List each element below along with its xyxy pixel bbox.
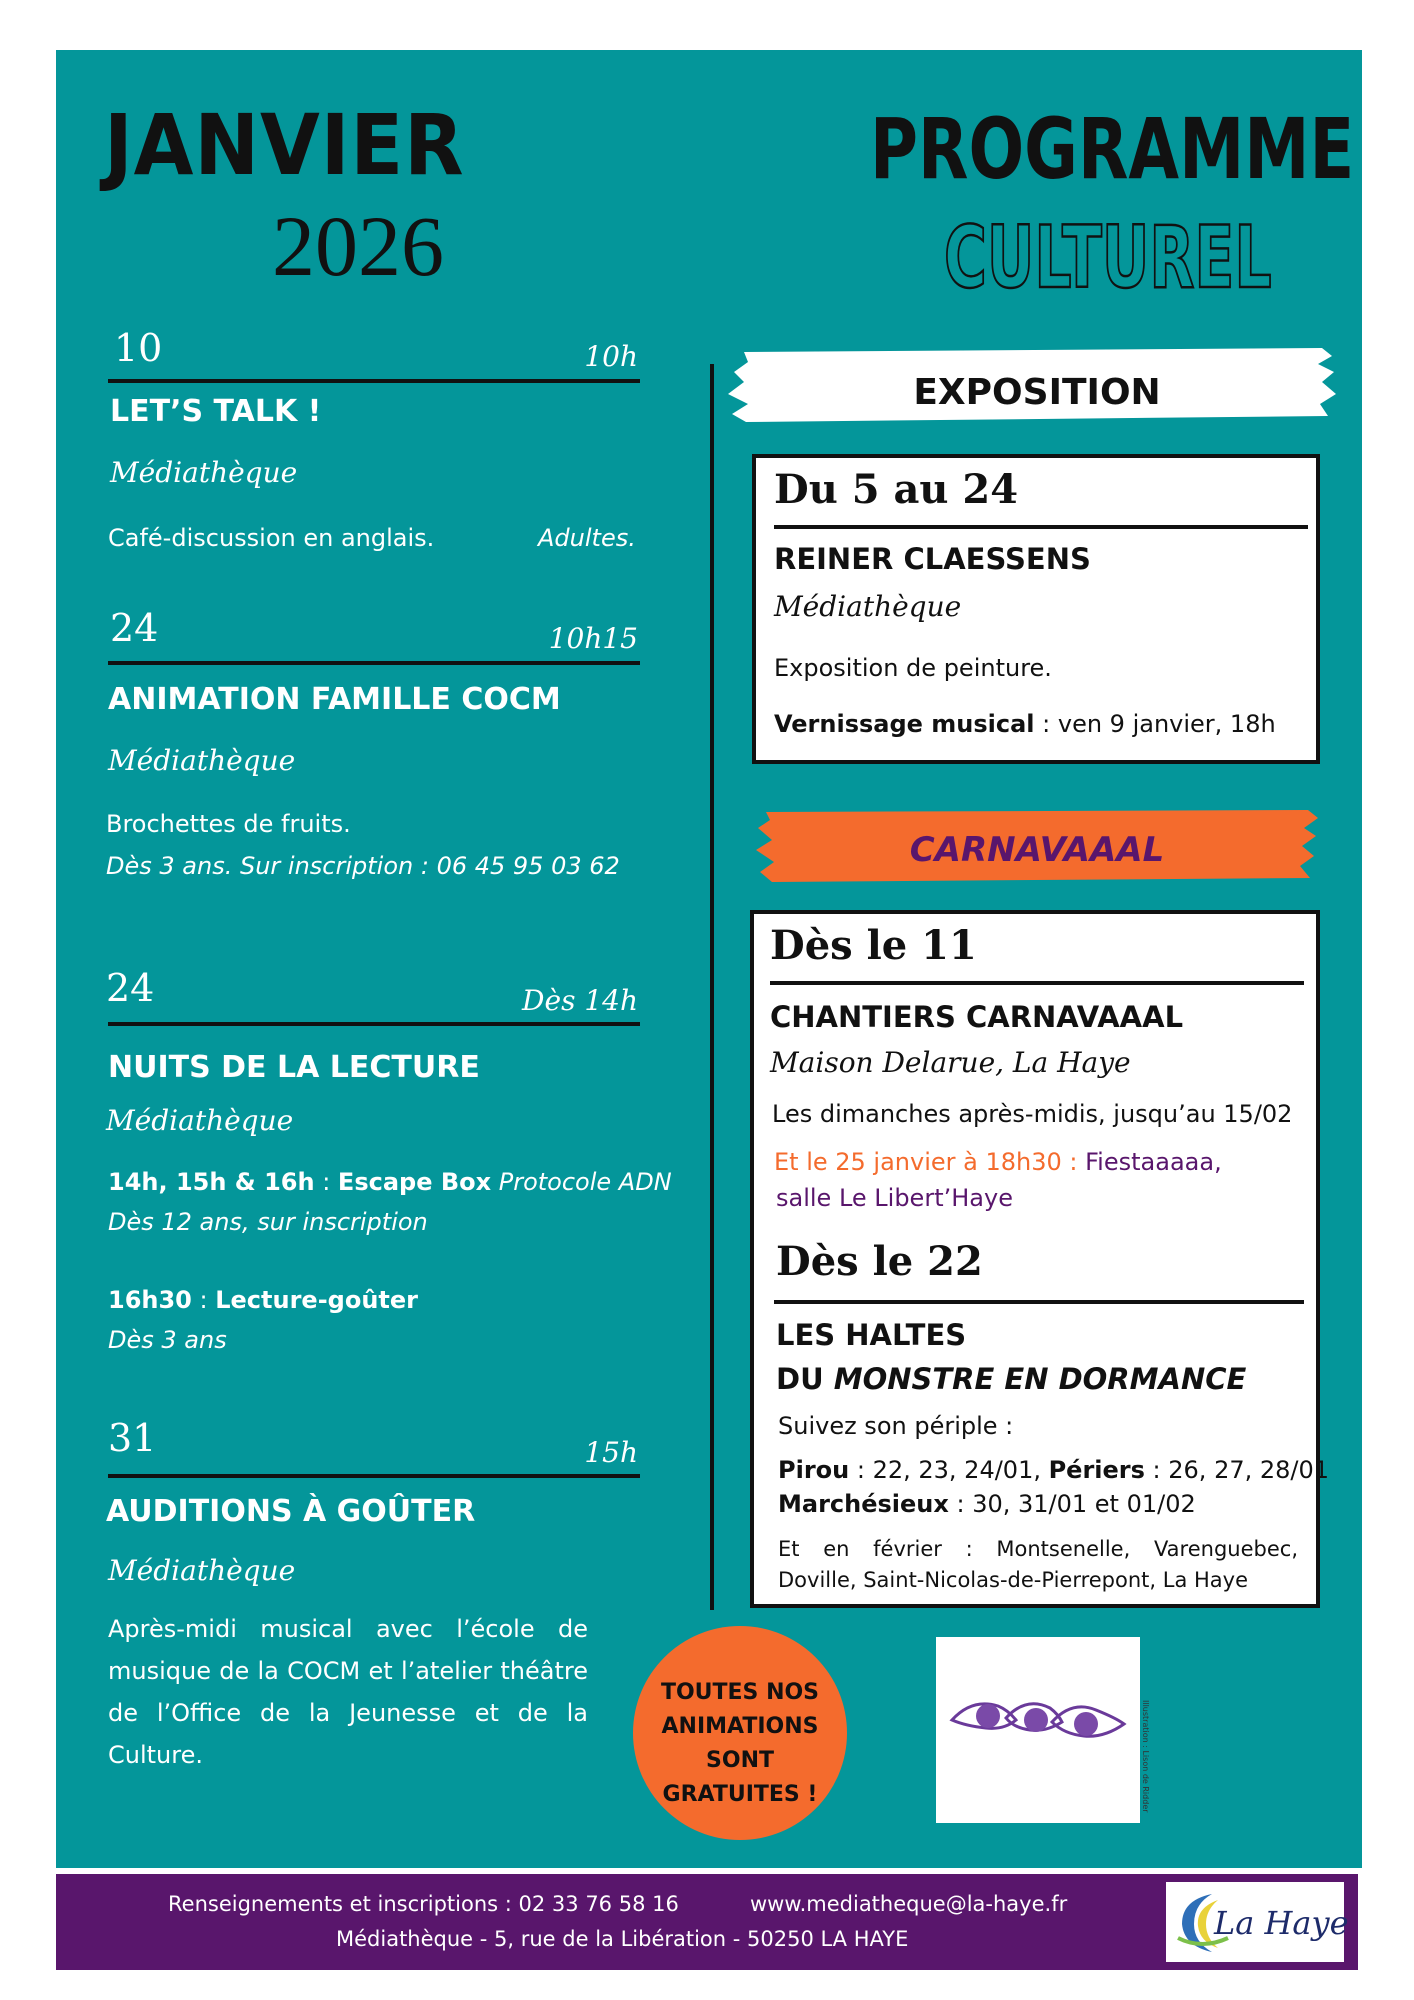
event-audience: Adultes.: [538, 524, 636, 552]
slot-time: 16h30: [108, 1286, 192, 1314]
logo-text: La Haye: [1214, 1904, 1349, 1942]
event-venue: Médiathèque: [110, 456, 298, 489]
programme-title: PROGRAMME: [870, 100, 1355, 198]
carnaval-venue: Maison Delarue, La Haye: [770, 1046, 1131, 1079]
footer-website[interactable]: www.mediatheque@la-haye.fr: [750, 1892, 1068, 1916]
haltes-title-italic: MONSTRE EN DORMANCE: [833, 1362, 1247, 1396]
haltes-stops-line2: [778, 1490, 1196, 1518]
event-description: Après-midi musical avec l’école de musique de la COCM et l’atelier théâtre de l’Office de la Jeunesse et de la Culture.: [108, 1615, 588, 1769]
event-day: 31: [108, 1416, 157, 1460]
slot-name: Lecture-goûter: [215, 1286, 419, 1314]
event-time: Dès 14h: [522, 984, 638, 1017]
free-notice-line: SONT: [706, 1748, 774, 1773]
carnaval-extra-place: salle Le Libert’Haye: [776, 1184, 1013, 1212]
haltes-title-line1: LES HALTES: [776, 1318, 967, 1352]
event-time: 10h: [584, 340, 638, 373]
free-notice-text: [633, 1676, 847, 1812]
slot-detail: Dès 3 ans: [108, 1326, 227, 1354]
exposition-banner-label: EXPOSITION: [913, 372, 1161, 413]
stop-place: Marchésieux: [778, 1490, 949, 1518]
event-slot: [108, 1168, 672, 1196]
haltes-february: Et en février : Montsenelle, Varenguebec, Doville, Saint-Nicolas-de-Pierrepont, La Haye: [778, 1537, 1298, 1592]
exposition-description: Exposition de peinture.: [774, 654, 1052, 682]
slot-detail: Dès 12 ans, sur inscription: [108, 1208, 428, 1236]
stop-place: Pirou: [778, 1456, 850, 1484]
slot-time: 14h, 15h & 16h: [108, 1168, 315, 1196]
footer-info: Renseignements et inscriptions : 02 33 76 58 16: [168, 1892, 679, 1916]
carnaval-date: Dès le 11: [770, 922, 977, 969]
vernissage-label: Vernissage musical: [774, 710, 1035, 738]
carnaval-title: CHANTIERS CARNAVAAAL: [770, 1000, 1184, 1034]
footer-address: Médiathèque - 5, rue de la Libération - 50250 LA HAYE: [336, 1927, 909, 1951]
carnaval-extra-event: Fiestaaaaa,: [1085, 1148, 1222, 1176]
slot-separator: :: [191, 1286, 216, 1314]
divider: [108, 661, 640, 665]
exposition-venue: Médiathèque: [774, 590, 962, 623]
event-venue: Médiathèque: [108, 1554, 296, 1587]
slot-extra: Protocole ADN: [491, 1168, 672, 1196]
event-title: AUDITIONS À GOÛTER: [106, 1494, 476, 1529]
column-divider: [710, 364, 714, 1610]
haltes-stops-line1: [778, 1456, 1329, 1484]
event-description: Brochettes de fruits.: [106, 810, 351, 838]
divider: [770, 981, 1304, 985]
free-notice-line: ANIMATIONS: [661, 1714, 819, 1739]
year-title: 2026: [272, 198, 444, 294]
event-description: Café-discussion en anglais.: [108, 524, 435, 552]
event-venue: Médiathèque: [106, 1104, 294, 1137]
illustration-credit: Illustration : Lison de Ridder: [1141, 1700, 1150, 1813]
culturel-title: CULTUREL: [944, 208, 1272, 308]
carnaval-extra-date: Et le 25 janvier à 18h30 :: [774, 1148, 1086, 1176]
event-detail: Dès 3 ans. Sur inscription : 06 45 95 03 62: [106, 852, 620, 880]
carnaval-description: Les dimanches après-midis, jusqu’au 15/02: [772, 1100, 1293, 1128]
event-title: NUITS DE LA LECTURE: [108, 1050, 480, 1085]
vernissage-line: [774, 710, 1276, 738]
divider: [108, 1022, 640, 1026]
event-day: 24: [106, 966, 155, 1010]
divider: [108, 379, 640, 383]
eyes-illustration: [946, 1690, 1130, 1754]
exposition-title: REINER CLAESSENS: [774, 542, 1091, 576]
event-venue: Médiathèque: [108, 744, 296, 777]
carnaval-banner-label: CARNAVAAAL: [909, 830, 1165, 870]
slot-separator: :: [314, 1168, 338, 1196]
event-title: ANIMATION FAMILLE COCM: [108, 682, 561, 717]
divider: [108, 1474, 640, 1478]
haltes-intro: Suivez son périple :: [778, 1412, 1014, 1440]
divider: [774, 525, 1308, 529]
footer-bar: [56, 1874, 1358, 1970]
stop-place: Périers: [1048, 1456, 1145, 1484]
event-title: LET’S TALK !: [110, 394, 322, 429]
event-time: 15h: [584, 1436, 638, 1469]
exposition-date: Du 5 au 24: [774, 466, 1019, 513]
month-title: JANVIER: [104, 96, 465, 194]
stop-dates: : 26, 27, 28/01: [1144, 1456, 1330, 1484]
carnaval-extra: [774, 1148, 1222, 1176]
divider: [774, 1300, 1304, 1304]
vernissage-value: : ven 9 janvier, 18h: [1034, 710, 1276, 738]
event-day: 10: [114, 326, 163, 370]
free-notice-line: TOUTES NOS: [660, 1680, 820, 1705]
haltes-title-line2: [776, 1362, 1246, 1396]
haltes-date: Dès le 22: [776, 1238, 983, 1285]
free-notice-line: GRATUITES !: [662, 1782, 818, 1807]
haltes-title-prefix: DU: [776, 1362, 834, 1396]
stop-dates: : 22, 23, 24/01,: [849, 1456, 1049, 1484]
event-slot: [108, 1286, 418, 1314]
event-time: 10h15: [548, 622, 638, 655]
stop-dates: : 30, 31/01 et 01/02: [948, 1490, 1196, 1518]
event-day: 24: [110, 606, 159, 650]
slot-name: Escape Box: [337, 1168, 492, 1196]
